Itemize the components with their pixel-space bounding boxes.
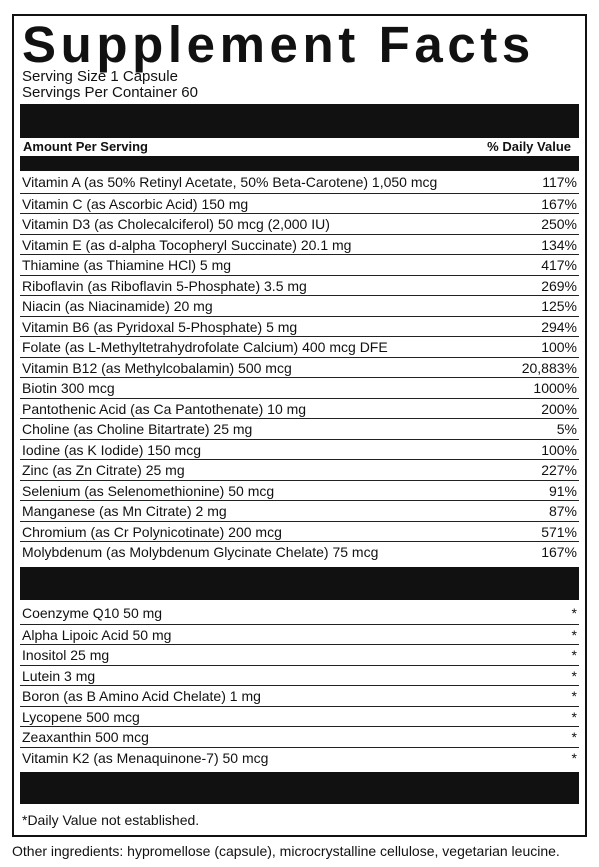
nutrient-name: Riboflavin (as Riboflavin 5-Phosphate) 3.5 mg <box>22 277 307 294</box>
nutrient-daily-value: 167% <box>541 195 577 212</box>
nutrient-row <box>20 172 579 193</box>
nutrient-name: Molybdenum (as Molybdenum Glycinate Chelate) 75 mcg <box>22 544 379 560</box>
other-ingredients-text: Other ingredients: hypromellose (capsule), microcrystalline cellulose, vegetarian leucine. <box>12 843 560 859</box>
nutrient-name: Zinc (as Zn Citrate) 25 mg <box>22 462 185 478</box>
nutrient-daily-value: 134% <box>541 236 577 253</box>
nutrient-row <box>20 234 579 255</box>
nutrient-daily-value: 167% <box>541 544 577 560</box>
nutrient-daily-value: 87% <box>548 503 577 519</box>
nutrient-daily-value: 250% <box>541 216 577 232</box>
nutrient-name: Zeaxanthin 500 mcg <box>22 729 149 745</box>
nutrient-daily-value: * <box>571 626 577 643</box>
nutrient-name: Niacin (as Niacinamide) 20 mg <box>22 298 213 314</box>
nutrient-daily-value: 227% <box>541 462 577 478</box>
nutrient-row <box>20 521 579 542</box>
nutrient-daily-value: 269% <box>541 277 577 294</box>
nutrient-name: Coenzyme Q10 50 mg <box>22 605 163 621</box>
nutrient-name: Vitamin K2 (as Menaquinone-7) 50 mcg <box>22 749 269 766</box>
medium-divider-bar <box>20 156 579 171</box>
nutrient-daily-value: 117% <box>542 174 577 190</box>
nutrient-name: Inositol 25 mg <box>22 647 110 663</box>
nutrient-name: Vitamin C (as Ascorbic Acid) 150 mg <box>22 195 249 212</box>
nutrient-row <box>20 624 579 645</box>
nutrient-name: Iodine (as K Iodide) 150 mcg <box>22 441 201 458</box>
nutrient-name: Folate (as L-Methyltetrahydrofolate Calcium) 400 mcg DFE <box>22 339 388 355</box>
nutrient-name: Vitamin B12 (as Methylcobalamin) 500 mcg <box>22 359 292 376</box>
nutrient-row <box>20 398 579 419</box>
nutrient-daily-value: * <box>571 688 577 704</box>
nutrient-daily-value: * <box>571 708 577 725</box>
nutrient-daily-value: * <box>571 729 577 745</box>
nutrient-row <box>20 213 579 234</box>
nutrient-name: Lutein 3 mg <box>22 667 96 684</box>
nutrient-row <box>20 193 579 214</box>
supplement-facts-panel <box>12 14 587 837</box>
nutrient-daily-value: 100% <box>541 339 577 355</box>
nutrient-daily-value: 5% <box>556 421 577 437</box>
nutrient-name: Lycopene 500 mcg <box>22 708 140 725</box>
footnote: *Daily Value not established. <box>22 812 200 828</box>
serving-size: Serving Size 1 Capsule <box>22 68 178 85</box>
nutrient-daily-value: * <box>571 647 577 663</box>
nutrient-daily-value: 417% <box>541 257 577 273</box>
nutrient-daily-value: 1000% <box>533 380 577 396</box>
nutrient-name: Biotin 300 mcg <box>22 380 115 396</box>
thick-divider-bar <box>20 104 579 138</box>
daily-value-header: % Daily Value <box>487 139 571 154</box>
nutrient-row <box>20 500 579 521</box>
nutrient-row <box>20 665 579 686</box>
nutrient-name: Pantothenic Acid (as Ca Pantothenate) 10 mg <box>22 400 307 417</box>
thick-divider-bar <box>20 772 579 804</box>
nutrient-daily-value: * <box>571 605 577 621</box>
nutrient-row <box>20 357 579 378</box>
nutrient-daily-value: 100% <box>541 441 577 458</box>
nutrient-row <box>20 747 579 768</box>
nutrient-row <box>20 377 579 398</box>
nutrient-row <box>20 295 579 316</box>
amount-per-serving-header: Amount Per Serving <box>23 139 148 154</box>
nutrient-daily-value: 91% <box>548 482 577 499</box>
nutrient-name: Choline (as Choline Bitartrate) 25 mg <box>22 421 253 437</box>
nutrient-row <box>20 726 579 747</box>
nutrient-row <box>20 336 579 357</box>
nutrient-name: Vitamin E (as d-alpha Tocopheryl Succinate) 20.1 mg <box>22 236 352 253</box>
nutrient-row <box>20 706 579 727</box>
nutrient-daily-value: 125% <box>541 298 577 314</box>
nutrient-name: Boron (as B Amino Acid Chelate) 1 mg <box>22 688 261 704</box>
nutrient-name: Manganese (as Mn Citrate) 2 mg <box>22 503 227 519</box>
nutrient-name: Chromium (as Cr Polynicotinate) 200 mcg <box>22 523 282 540</box>
panel-title: Supplement Facts <box>22 16 535 73</box>
nutrient-daily-value: 294% <box>541 318 577 335</box>
thick-divider-bar <box>20 567 579 600</box>
nutrient-row <box>20 685 579 706</box>
nutrient-row <box>20 275 579 296</box>
servings-per-container: Servings Per Container 60 <box>22 84 198 101</box>
nutrient-daily-value: * <box>571 749 577 766</box>
nutrient-row <box>20 316 579 337</box>
nutrient-name: Alpha Lipoic Acid 50 mg <box>22 626 172 643</box>
nutrient-row <box>20 603 579 624</box>
nutrient-name: Vitamin D3 (as Cholecalciferol) 50 mcg (2,000 IU) <box>22 216 330 232</box>
nutrient-name: Vitamin A (as 50% Retinyl Acetate, 50% Beta-Carotene) 1,050 mcg <box>22 174 438 190</box>
nutrient-name: Vitamin B6 (as Pyridoxal 5-Phosphate) 5 mg <box>22 318 298 335</box>
nutrient-row <box>20 439 579 460</box>
nutrient-row <box>20 459 579 480</box>
nutrient-name: Thiamine (as Thiamine HCl) 5 mg <box>22 257 232 273</box>
nutrient-daily-value: 571% <box>541 523 577 540</box>
nutrient-daily-value: 200% <box>541 400 577 417</box>
nutrient-daily-value: 20,883% <box>521 359 577 376</box>
nutrient-name: Selenium (as Selenomethionine) 50 mcg <box>22 482 275 499</box>
nutrient-row <box>20 541 579 562</box>
nutrient-row <box>20 418 579 439</box>
nutrient-row <box>20 480 579 501</box>
nutrient-daily-value: * <box>571 667 577 684</box>
nutrient-row <box>20 254 579 275</box>
nutrient-row <box>20 644 579 665</box>
